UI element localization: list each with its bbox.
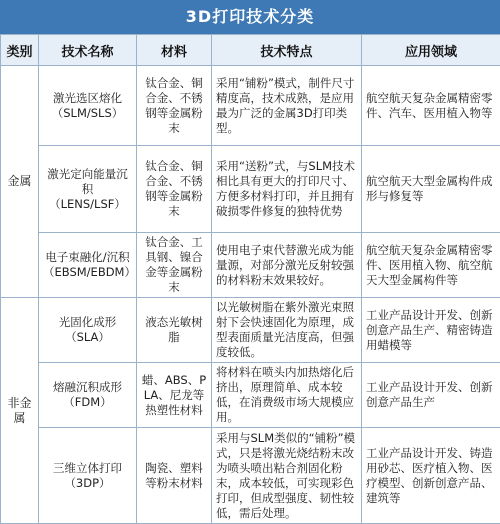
material: 蜡、ABS、PLA、尼龙等热塑性材料: [137, 363, 212, 428]
table-row: [1, 146, 500, 233]
tech-table: [0, 34, 500, 524]
table-row: [1, 66, 500, 146]
material: 液态光敏树脂: [137, 298, 212, 363]
application: 航空航天复杂金属精密零件、汽车、医用植入物等: [362, 66, 500, 146]
tech-name: 光固化成形 （SLA）: [39, 298, 137, 363]
table-row: [1, 233, 500, 298]
feature: 采用“送粉”式，与SLM技术相比具有更大的打印尺寸、方便多材料打印，并且拥有破损零件修复的独特优势: [212, 146, 362, 233]
header-row: [1, 35, 500, 66]
table-row: [1, 428, 500, 524]
tech-name: 激光定向能量沉积 （LENS/LSF）: [39, 146, 137, 233]
feature: 以光敏树脂在紫外激光束照射下会快速固化为原理，成型表面质量光洁度高，但强度较低。: [212, 298, 362, 363]
material: 钛合金、铜合金、不锈钢等金属粉末: [137, 66, 212, 146]
application: 工业产品设计开发、创新创意产品生产: [362, 363, 500, 428]
category-nonmetal: 非金属: [1, 298, 39, 524]
application: 航空航天复杂金属精密零件、医用植入物、航空航天大型金属构件等: [362, 233, 500, 298]
application: 工业产品设计开发、创新创意产品生产、精密铸造用蜡模等: [362, 298, 500, 363]
feature: 采用与SLM类似的“铺粉”模式，只是将激光烧结粉末改为喷头喷出粘合剂固化粉末，成本较低，可实现彩色打印，但成型强度、韧性较低，需后处理。: [212, 428, 362, 524]
material: 钛合金、工具钢、镍合金等金属粉末: [137, 233, 212, 298]
table-row: [1, 363, 500, 428]
tech-name: 熔融沉积成形 （FDM）: [39, 363, 137, 428]
table-row: [1, 298, 500, 363]
tech-name: 激光选区熔化 （SLM/SLS）: [39, 66, 137, 146]
header-material: 材料: [137, 35, 212, 66]
header-feature: 技术特点: [212, 35, 362, 66]
feature: 采用“铺粉”模式，制件尺寸精度高，技术成熟，是应用最为广泛的金属3D打印类型。: [212, 66, 362, 146]
header-category: 类别: [1, 35, 39, 66]
header-tech-name: 技术名称: [39, 35, 137, 66]
tech-name: 电子束融化/沉积 （EBSM/EBDM）: [39, 233, 137, 298]
category-metal: 金属: [1, 66, 39, 298]
feature: 将材料在喷头内加热熔化后挤出，原理简单、成本较低，在消费级市场大规模应用。: [212, 363, 362, 428]
tech-name: 三维立体打印 （3DP）: [39, 428, 137, 524]
feature: 使用电子束代替激光成为能量源，对部分激光反射较强的材料粉末效果较好。: [212, 233, 362, 298]
header-application: 应用领域: [362, 35, 500, 66]
application: 工业产品设计开发、铸造用砂芯、医疗植入物、医疗模型、创新创意产品、建筑等: [362, 428, 500, 524]
application: 航空航天大型金属构件成形与修复等: [362, 146, 500, 233]
table-title: 3D打印技术分类: [0, 0, 500, 34]
material: 钛合金、铜合金、不锈钢等金属粉末: [137, 146, 212, 233]
material: 陶瓷、塑料等粉末材料: [137, 428, 212, 524]
